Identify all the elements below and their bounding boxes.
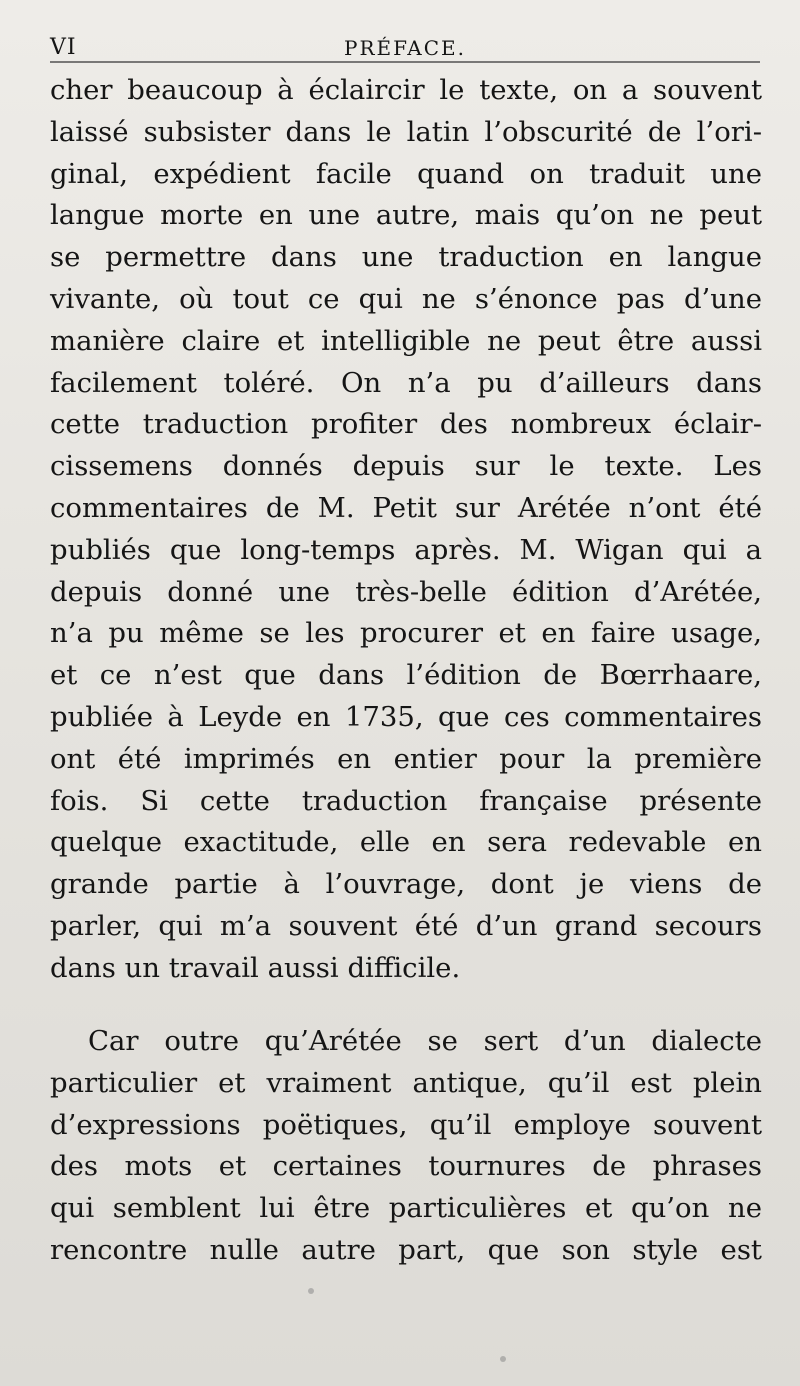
- running-head: PRÉFACE.: [344, 36, 466, 60]
- paragraph-2: [50, 1021, 762, 1272]
- text-line: cette traduction profiter des nombreux éclair-: [50, 408, 762, 441]
- page-header: [50, 34, 760, 68]
- text-line: manière claire et intelligible ne peut être aussi: [50, 324, 762, 357]
- text-line: cissemens donnés depuis sur le texte. Les: [50, 450, 762, 483]
- paper-speck: [500, 1356, 506, 1362]
- text-line: publiée à Leyde en 1735, que ces commentaires: [50, 700, 762, 733]
- text-line: quelque exactitude, elle en sera redevable en: [50, 826, 762, 859]
- text-line: particulier et vraiment antique, qu’il est plein: [50, 1066, 762, 1099]
- text-line: et ce n’est que dans l’édition de Bœrrhaare,: [50, 659, 762, 692]
- text-line: commentaires de M. Petit sur Arétée n’ont été: [50, 491, 762, 524]
- text-line: vivante, où tout ce qui ne s’énonce pas d’une: [50, 282, 762, 315]
- text-line: rencontre nulle autre part, que son style est: [50, 1233, 762, 1266]
- text-line: se permettre dans une traduction en langue: [50, 241, 762, 274]
- text-line: ont été imprimés en entier pour la première: [50, 742, 762, 775]
- text-line: cher beaucoup à éclaircir le texte, on a souvent: [50, 74, 762, 106]
- text-line: grande partie à l’ouvrage, dont je viens de: [50, 868, 762, 901]
- text-line: laissé subsister dans le latin l’obscurité de l’ori-: [50, 115, 762, 148]
- header-rule: [50, 61, 760, 63]
- paragraph-1: [50, 70, 762, 990]
- text-line: parler, qui m’a souvent été d’un grand secours: [50, 909, 762, 942]
- text-line: publiés que long-temps après. M. Wigan qui a: [50, 533, 762, 566]
- text-line: dans un travail aussi difficile.: [50, 951, 461, 984]
- text-line: Car outre qu’Arétée se sert d’un dialecte: [88, 1025, 762, 1057]
- text-line: langue morte en une autre, mais qu’on ne peut: [50, 199, 762, 232]
- text-line: depuis donné une très-belle édition d’Arétée,: [50, 575, 762, 608]
- text-line: des mots et certaines tournures de phrases: [50, 1150, 762, 1183]
- text-line: facilement toléré. On n’a pu d’ailleurs dans: [50, 366, 762, 399]
- text-line: d’expressions poëtiques, qu’il employe souvent: [50, 1108, 762, 1141]
- text-line: fois. Si cette traduction française présente: [50, 784, 762, 817]
- page-number: VI: [50, 35, 77, 60]
- text-line: ginal, expédient facile quand on traduit une: [50, 157, 762, 190]
- text-line: qui semblent lui être particulières et qu’on ne: [50, 1192, 762, 1225]
- paper-speck: [308, 1288, 314, 1294]
- text-line: n’a pu même se les procurer et en faire usage,: [50, 617, 762, 650]
